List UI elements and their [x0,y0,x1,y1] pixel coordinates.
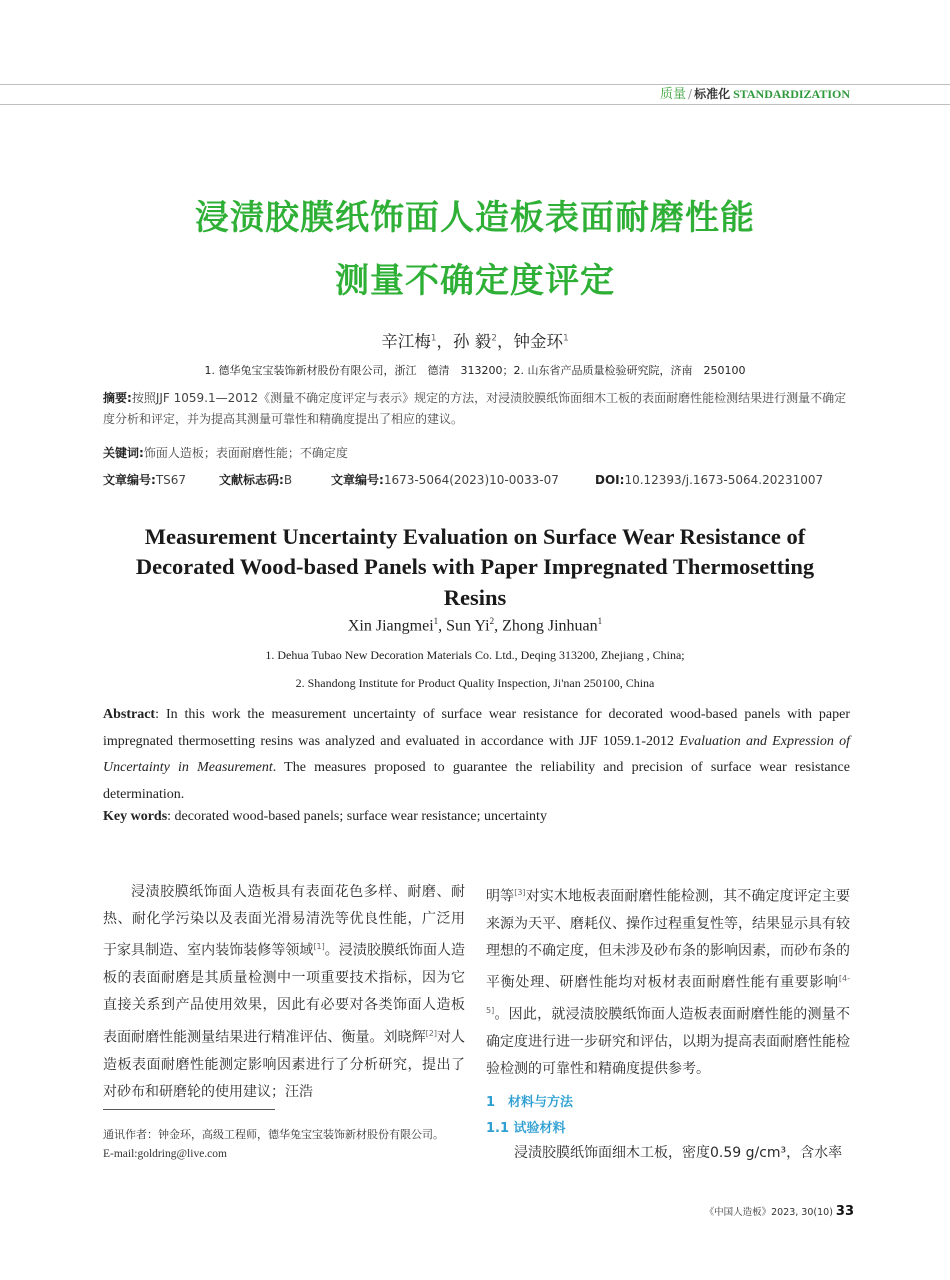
body-right-column [486,879,850,1083]
en-affiliation-2: 2. Shandong Institute for Product Quality Inspection, Ji'nan 250100, China [295,676,655,690]
citation: [3] [514,888,526,897]
cn-author-name: 钟金环 [513,332,563,351]
en-affiliation-1: 1. Dehua Tubao New Decoration Materials Co. Ltd., Deqing 313200, Zhejiang , China; [265,648,685,662]
doc-code-value: B [283,473,293,487]
cn-title-line2: 测量不确定度评定 [335,261,615,301]
body-text: 。因此，就浸渍胶膜纸饰面人造板表面耐磨性能的测量不确定度进行进一步研究和评估，以期为提高表面耐磨性能检验检测的可靠性和精确度提供参考。 [486,1006,850,1078]
cn-author-sup: 1 [562,333,569,344]
article-no-label: 文章编号: [331,473,384,487]
cn-author-sup: 2 [491,333,497,344]
section-heading-1-1: 1.1 试验材料 [486,1121,566,1136]
section-heading-1: 1 材料与方法 [486,1095,574,1110]
clc-value: TS67 [155,473,187,487]
cn-author-name: 孙 毅 [453,332,492,351]
body-text: 明等 [486,888,515,905]
cn-identifiers [103,470,853,491]
footer-journal: 《中国人造板》2023, 30(10) [704,1207,833,1218]
en-author-sup: 2 [489,616,495,626]
body-text: 对人造板表面耐磨性能测定影响因素进行了分析研究，提出了对砂布和研磨轮的使用建议；汪浩 [103,1029,466,1100]
header-section: 质量 [660,87,687,102]
doi-label: DOI: [595,473,625,487]
en-keywords-label: Key words [103,809,168,824]
en-abstract-text-2: . The measures proposed to guarantee the reliability and precision of surface wear resistance determination. [103,760,850,802]
en-author-sup: 1 [433,616,439,626]
body-text: 。浸渍胶膜纸饰面人造板的表面耐磨是其质量检测中一项重要技术指标，因为它直接关系到产品使用效果，因此有必要对各类饰面人造板表面耐磨性能测量结果进行精准评估、衡量。刘晓辉 [103,943,466,1046]
en-abstract [103,702,850,808]
body-text: 对实木地板表面耐磨性能检测，其不确定度评定主要来源为天平、磨耗仪、操作过程重复性等，结果显示具有较理想的不确定度，但未涉及砂布条的影响因素，而砂布条的平衡处理、研磨性能均对板材表面耐磨性能有重要影响 [486,888,851,991]
en-authors: Xin Jiangmei$^1$, Sun Yi$^2$, Zhong Jinhuan$^1$ [347,616,603,635]
page-number: 33 [835,1204,854,1219]
header-category-en: STANDARDIZATION [733,87,850,101]
cn-author-sup: 1 [430,333,437,344]
body-text-materials: 浸渍胶膜纸饰面细木工板，密度0.59 g/cm³，含水率 [514,1145,843,1161]
en-abstract-text-1: : In this work the measurement uncertainty of surface wear resistance for decorated wood-based panels with paper impregnated thermosetting resins was analyzed and evaluated in accordance with JJF 1059.1-2012 [103,707,850,749]
footnote-correspondence: 通讯作者：钟金环，高级工程师，德华兔宝宝装饰新材股份有限公司。 [103,1128,444,1141]
header-rule-top [0,84,950,85]
en-keywords [103,807,850,827]
cn-abstract [103,388,853,430]
en-title-line3: Resins [443,585,507,610]
en-abstract-italic: Evaluation and Expression of Uncertainty in Measurement [103,733,850,775]
article-no-value: 1673-5064(2023)10-0033-07 [383,473,559,487]
page-footer [705,1204,854,1219]
header-category: 标准化 [694,87,731,101]
citation: [2] [425,1028,437,1038]
doi-value: 10.12393/j.1673-5064.20231007 [624,473,824,487]
cn-author-name: 辛江梅 [381,332,431,351]
cn-abstract-label: 摘要: [103,391,132,405]
en-title-line1: Measurement Uncertainty Evaluation on Surface Wear Resistance of [144,524,806,549]
cn-keywords-text: 饰面人造板；表面耐磨性能；不确定度 [143,446,348,460]
en-author-name: Zhong Jinhuan [502,617,598,635]
doc-code-label: 文献标志码: [219,473,284,487]
header-rule-bottom [0,104,950,105]
en-author-name: Xin Jiangmei [347,617,434,635]
en-abstract-label: Abstract [103,707,156,722]
clc-label: 文章编号: [103,473,156,487]
en-author-sup: 1 [597,616,603,626]
cn-keywords-label: 关键词: [103,446,144,460]
footnote-rule [103,1109,275,1110]
cn-keywords [103,443,853,464]
cn-title-line1: 浸渍胶膜纸饰面人造板表面耐磨性能 [195,198,755,238]
cn-authors: 辛江梅$^1$，孙 毅$^2$，钟金环$^1$ [381,332,569,351]
citation: [1] [313,942,325,952]
en-author-name: Sun Yi [446,617,490,635]
footnote-email: E-mail:goldring@live.com [103,1148,227,1160]
running-header [660,86,850,103]
cn-abstract-text: 按照JJF 1059.1—2012《测量不确定度评定与表示》规定的方法，对浸渍胶膜纸饰面细木工板的表面耐磨性能检测结果进行测量不确定度分析和评定，并为提高其测量可靠性和精确度提出了相应的建议。 [103,391,847,426]
body-left-column [103,879,465,1106]
en-title-line2: Decorated Wood-based Panels with Paper Impregnated Thermosetting [135,554,815,579]
citation: [4-5] [486,974,850,1016]
body-text: 浸渍胶膜纸饰面人造板具有表面花色多样、耐磨、耐热、耐化学污染以及表面光滑易清洗等优良性能，广泛用于家具制造、室内装饰装修等领域 [103,884,465,960]
cn-affiliations: 1. 德华兔宝宝装饰新材股份有限公司，浙江 德清 313200；2. 山东省产品质量检验研究院，济南 250100 [204,364,746,377]
en-keywords-text: : decorated wood-based panels; surface wear resistance; uncertainty [167,809,547,824]
header-slash: / [688,87,693,101]
